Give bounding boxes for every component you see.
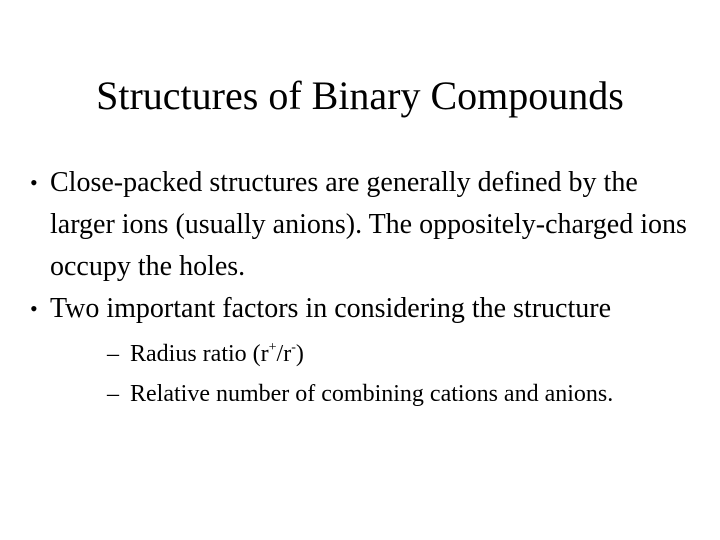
slide-title: Structures of Binary Compounds — [96, 73, 624, 118]
radius-ratio-text-prefix: Radius ratio (r — [130, 341, 269, 367]
cation-charge-superscript: + — [268, 340, 277, 355]
bullet-marker: • — [30, 170, 38, 195]
sub-bullet-radius-ratio — [50, 334, 700, 374]
anion-charge-superscript: - — [291, 340, 296, 355]
radius-ratio-text-suffix: ) — [295, 341, 304, 367]
bullet-item-close-packed — [30, 162, 700, 288]
bullet-marker: • — [30, 296, 38, 321]
bullet-text: Close-packed structures are generally defined by the larger ions (usually anions). The oppositely-charged ions occupy the holes. — [50, 167, 687, 282]
bullet-list — [30, 162, 700, 414]
sub-bullet-marker: – — [107, 341, 119, 367]
sub-bullet-relative-number — [50, 374, 700, 414]
sub-bullet-marker: – — [107, 381, 119, 407]
radius-ratio-text-mid: /r — [276, 341, 292, 367]
sub-bullet-text: Relative number of combining cations and anions. — [130, 381, 614, 407]
bullet-item-factors — [30, 288, 700, 414]
sub-bullet-list — [50, 334, 700, 414]
bullet-text: Two important factors in considering the structure — [50, 293, 611, 324]
